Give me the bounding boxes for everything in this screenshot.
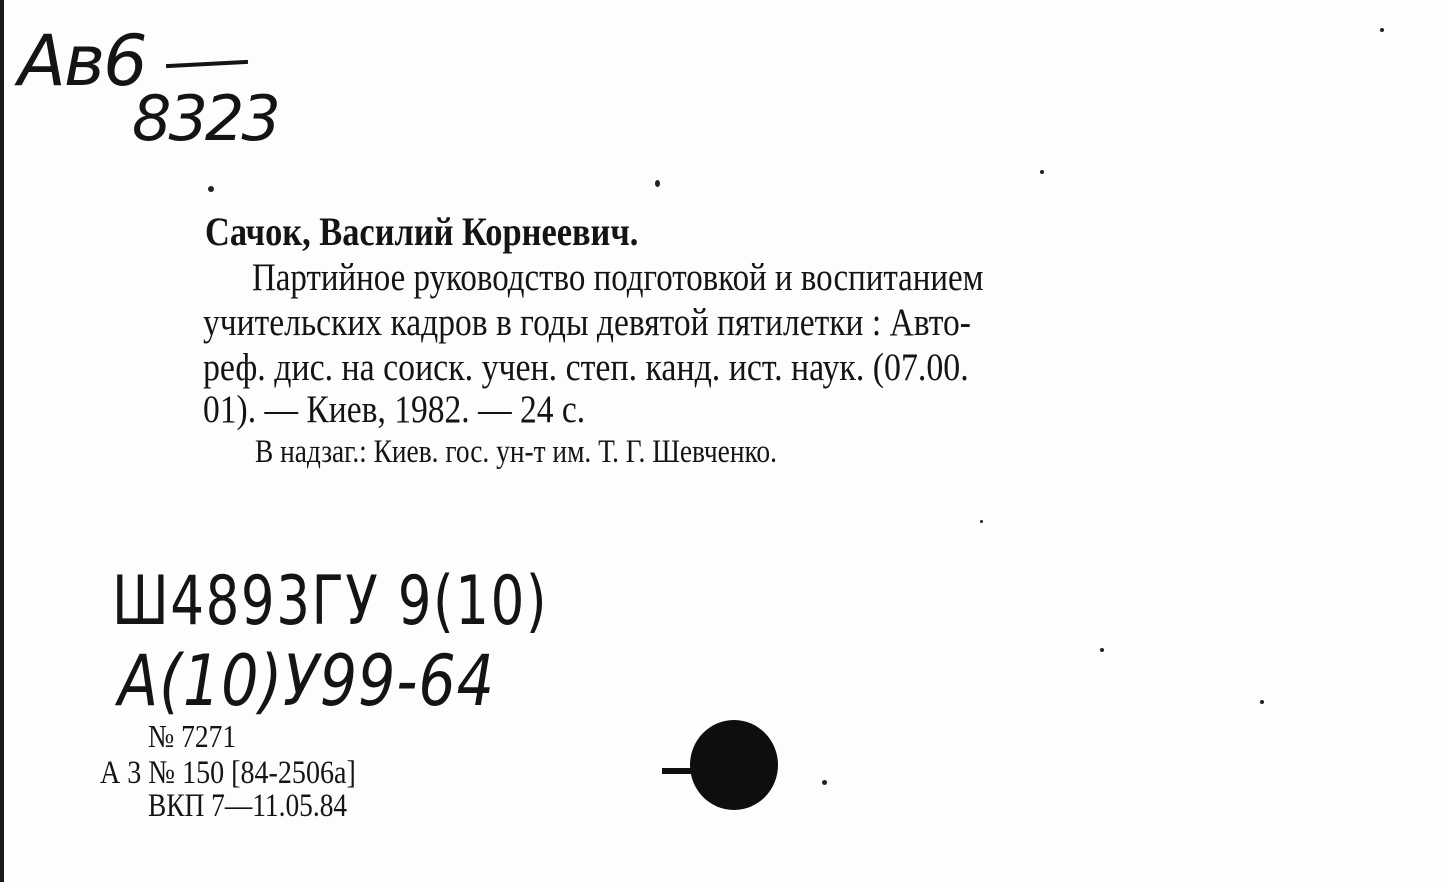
scan-speck	[1260, 700, 1264, 704]
author-heading: Сачок, Василий Корнеевич.	[205, 209, 639, 254]
handwritten-shelf-mark-2: А(10)У99-64	[118, 640, 495, 722]
handwritten-shelf-mark-1: Ш4893ГУ 9(10)	[112, 562, 549, 641]
scan-speck	[822, 780, 827, 785]
header-note: В надзаг.: Киев. гос. ун-т им. Т. Г. Шевченко.	[255, 434, 777, 470]
scan-speck	[1040, 170, 1044, 174]
punch-hole-notch	[662, 768, 692, 774]
title-line-2: учительских кадров в годы девятой пятилетки : Авто-	[203, 301, 971, 344]
handwritten-code: Ав6	[18, 20, 146, 102]
catalog-number: № 7271	[148, 718, 237, 754]
handwritten-code-dash	[166, 60, 248, 68]
scan-speck	[1380, 28, 1384, 32]
title-line-4: 01). — Киев, 1982. — 24 с.	[203, 388, 586, 431]
catalog-vkp-line: ВКП 7—11.05.84	[148, 788, 348, 824]
title-line-1: Партийное руководство подготовкой и воспитанием	[252, 256, 984, 299]
handwritten-number: 8323	[132, 82, 278, 155]
scan-speck	[208, 186, 214, 192]
card-left-edge	[0, 0, 4, 882]
catalog-order-line: А 3 № 150 [84-2506а]	[100, 755, 356, 791]
scan-speck	[655, 180, 660, 187]
scan-speck	[1100, 648, 1104, 652]
scan-speck	[980, 520, 983, 523]
punch-hole	[690, 720, 778, 810]
title-line-3: реф. дис. на соиск. учен. степ. канд. ист. наук. (07.00.	[203, 346, 969, 389]
